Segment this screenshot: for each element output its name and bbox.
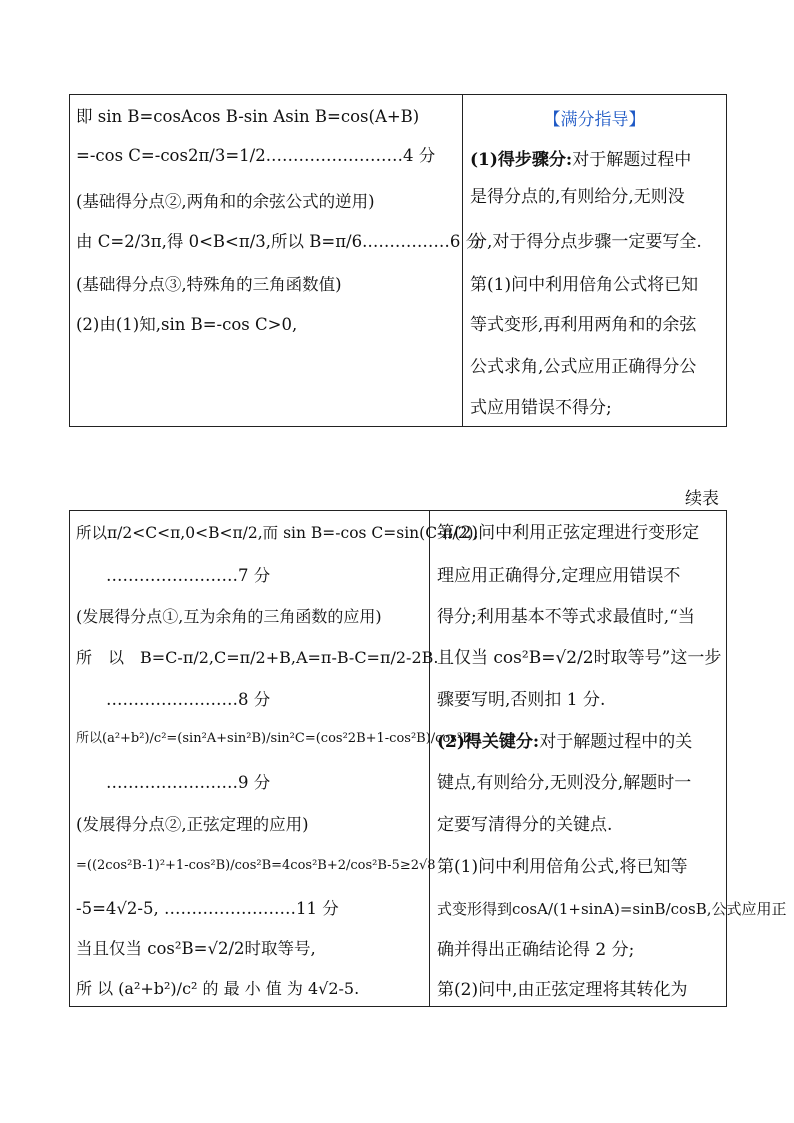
solution-cell <box>70 511 479 1007</box>
guidance-line: 式变形得到cosA/(1+sinA)=sinB/cosB,公式应用正 <box>437 900 787 918</box>
solution-line: (2)由(1)知,sin B=-cos C>0, <box>76 315 298 334</box>
guidance-line: 式应用错误不得分; <box>470 398 612 418</box>
solution-line: ……………………9 分 <box>106 773 271 792</box>
guidance-line: 第(1)问中利用倍角公式将已知 <box>470 275 699 295</box>
solution-line: (基础得分点③,特殊角的三角函数值) <box>76 275 342 294</box>
solution-line: =-cos C=-cos2π/3=1/2.……………………4 分 <box>76 146 436 165</box>
solution-line: 所以π/2<C<π,0<B<π/2,而 sin B=-cos C=sin(C-π/2), <box>76 524 479 542</box>
solution-line: 所 以 B=C-π/2,C=π/2+B,A=π-B-C=π/2-2B. <box>76 648 439 667</box>
guidance-line: 第(1)问中利用倍角公式,将已知等 <box>437 857 688 877</box>
scoring-table-2 <box>69 510 787 1007</box>
guidance-line: 公式求角,公式应用正确得分公 <box>470 357 697 377</box>
guidance-line: 是得分点的,有则给分,无则没 <box>470 187 685 207</box>
guidance-cell <box>463 95 727 427</box>
guidance-line: 确并得出正确结论得 2 分; <box>437 940 635 960</box>
guidance-line: 第(2)问中利用正弦定理进行变形定 <box>437 523 700 543</box>
solution-line: 由 C=2/3π,得 0<B<π/3,所以 B=π/6.……………6 分 <box>76 232 483 251</box>
solution-line: 所 以 (a²+b²)/c² 的 最 小 值 为 4√2-5. <box>76 979 360 998</box>
guidance-line: 等式变形,再利用两角和的余弦 <box>470 315 697 335</box>
guidance-title: 【满分指导】 <box>543 110 646 130</box>
guidance-line: (2)得关键分:对于解题过程中的关 <box>437 732 693 752</box>
solution-cell <box>70 95 483 427</box>
solution-line: ……………………7 分 <box>106 566 271 585</box>
solution-line: =((2cos²B-1)²+1-cos²B)/cos²B=4cos²B+2/cos²B-5≥2√8 <box>76 858 436 873</box>
guidance-line: 键点,有则给分,无则没分,解题时一 <box>437 773 692 793</box>
guidance-heading: (1)得步骤分: <box>470 150 573 170</box>
guidance-heading: (2)得关键分: <box>437 732 540 752</box>
solution-line: (基础得分点②,两角和的余弦公式的逆用) <box>76 192 375 211</box>
guidance-line: (1)得步骤分:对于解题过程中 <box>470 150 692 170</box>
guidance-line: 理应用正确得分,定理应用错误不 <box>437 566 681 586</box>
scoring-table-1 <box>69 94 727 427</box>
solution-line: 即 sin B=cosAcos B-sin Asin B=cos(A+B) <box>76 107 420 126</box>
solution-line: 当且仅当 cos²B=√2/2时取等号, <box>76 939 316 958</box>
solution-line: (发展得分点①,互为余角的三角函数的应用) <box>76 607 382 626</box>
guidance-line: 骤要写明,否则扣 1 分. <box>437 690 606 710</box>
continued-label: 续表 <box>685 489 719 509</box>
solution-line: (发展得分点②,正弦定理的应用) <box>76 815 309 834</box>
solution-line: ……………………8 分 <box>106 690 271 709</box>
solution-line: 所以(a²+b²)/c²=(sin²A+sin²B)/sin²C=(cos²2B+1-cos²B)/cos²B <box>76 731 472 746</box>
guidance-line: 第(2)问中,由正弦定理将其转化为 <box>437 980 688 1000</box>
guidance-line: 定要写清得分的关键点. <box>437 815 613 835</box>
solution-line: -5=4√2-5, ……………………11 分 <box>76 899 339 918</box>
guidance-cell <box>430 511 787 1007</box>
guidance-line: 且仅当 cos²B=√2/2时取等号”这一步 <box>437 648 722 668</box>
guidance-line: 分,对于得分点步骤一定要写全. <box>470 232 702 252</box>
guidance-line: 得分;利用基本不等式求最值时,“当 <box>437 607 695 627</box>
